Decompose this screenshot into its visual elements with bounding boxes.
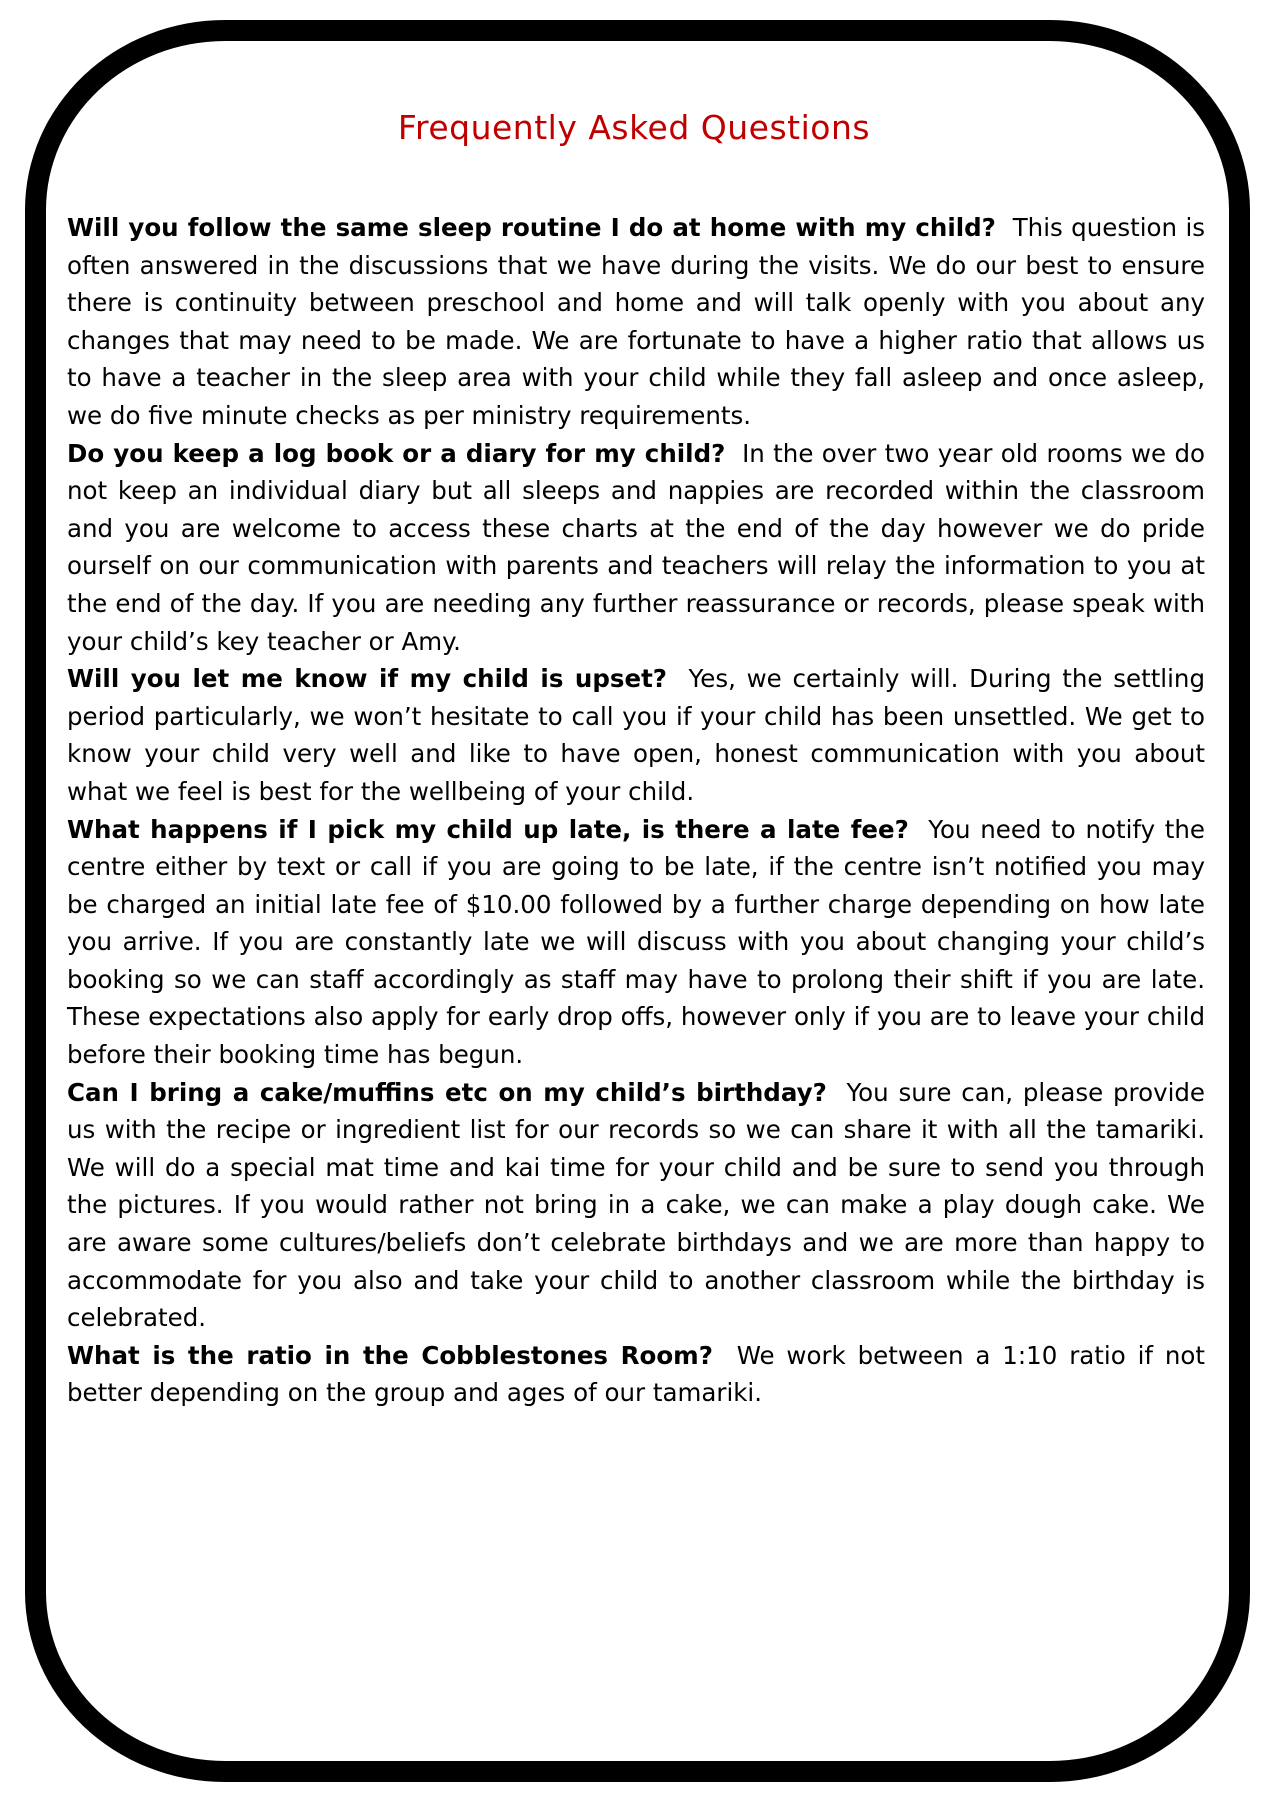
faq-item-child-upset — [67, 660, 1205, 810]
faq-item-log-book — [67, 435, 1205, 661]
faq-question: Will you follow the same sleep routine I do at home with my child? — [67, 213, 996, 242]
faq-item-birthday — [67, 1074, 1205, 1337]
faq-question: Will you let me know if my child is upset? — [67, 664, 668, 694]
faq-item-late-fee — [67, 811, 1205, 1074]
faq-question: Can I bring a cake/muffins etc on my child’s birthday? — [67, 1077, 827, 1107]
faq-answer: We work between a 1:10 ratio if not better depending on the group and ages of our tamariki. — [67, 1340, 1206, 1408]
faq-item-sleep-routine — [67, 209, 1205, 435]
faq-question: What is the ratio in the Cobblestones Room? — [67, 1340, 713, 1370]
faq-answer: This question is often answered in the discussions that we have during the visits. We do our best to ensure there is continuity between preschool and home and will talk openly with you about any changes that may need to be made. We are fortunate to have a higher ratio that allows us to have a teacher in the sleep area with your child while they fall asleep and once asleep, we do five minute checks as per ministry requirements. — [67, 213, 1206, 430]
faq-answer: You need to notify the centre either by text or call if you are going to be late, if the centre isn’t notified you may be charged an initial late fee of $10.00 followed by a further charge depending on how late you arrive. If you are constantly late we will discuss with you about changing your child’s booking so we can staff accordingly as staff may have to prolong their shift if you are late. These expectations also apply for early drop offs, however only if you are to leave your child before their booking time has begun. — [67, 814, 1205, 1070]
faq-item-ratio — [67, 1337, 1205, 1412]
faq-answer: In the over two year old rooms we do not keep an individual diary but all sleeps and nappies are recorded within the classroom and you are welcome to access these charts at the end of the day however we do pride ourself on our communication with parents and teachers will relay the information to you at the end of the day. If you are needing any further reassurance or records, please speak with your child’s key teacher or Amy. — [67, 438, 1205, 656]
page-title: Frequently Asked Questions — [397, 108, 871, 147]
faq-question: What happens if I pick my child up late, is there a late fee? — [67, 814, 909, 844]
faq-answer: Yes, we certainly will. During the settling period particularly, we won’t hesitate to call you if your child has been unsettled. We get to know your child very well and like to have open, honest communication with you about what we feel is best for the wellbeing of your child. — [67, 664, 1205, 806]
faq-question: Do you keep a log book or a diary for my child? — [67, 438, 726, 468]
faq-list — [67, 209, 1205, 1412]
faq-answer: You sure can, please provide us with the recipe or ingredient list for our records so we can share it with all the tamariki. We will do a special mat time and kai time for your child and be sure to send you through the pictures. If you would rather not bring in a cake, we can make a play dough cake. We are aware some cultures/beliefs don’t celebrate birthdays and we are more than happy to accommodate for you also and take your child to another classroom while the birthday is celebrated. — [67, 1077, 1206, 1333]
